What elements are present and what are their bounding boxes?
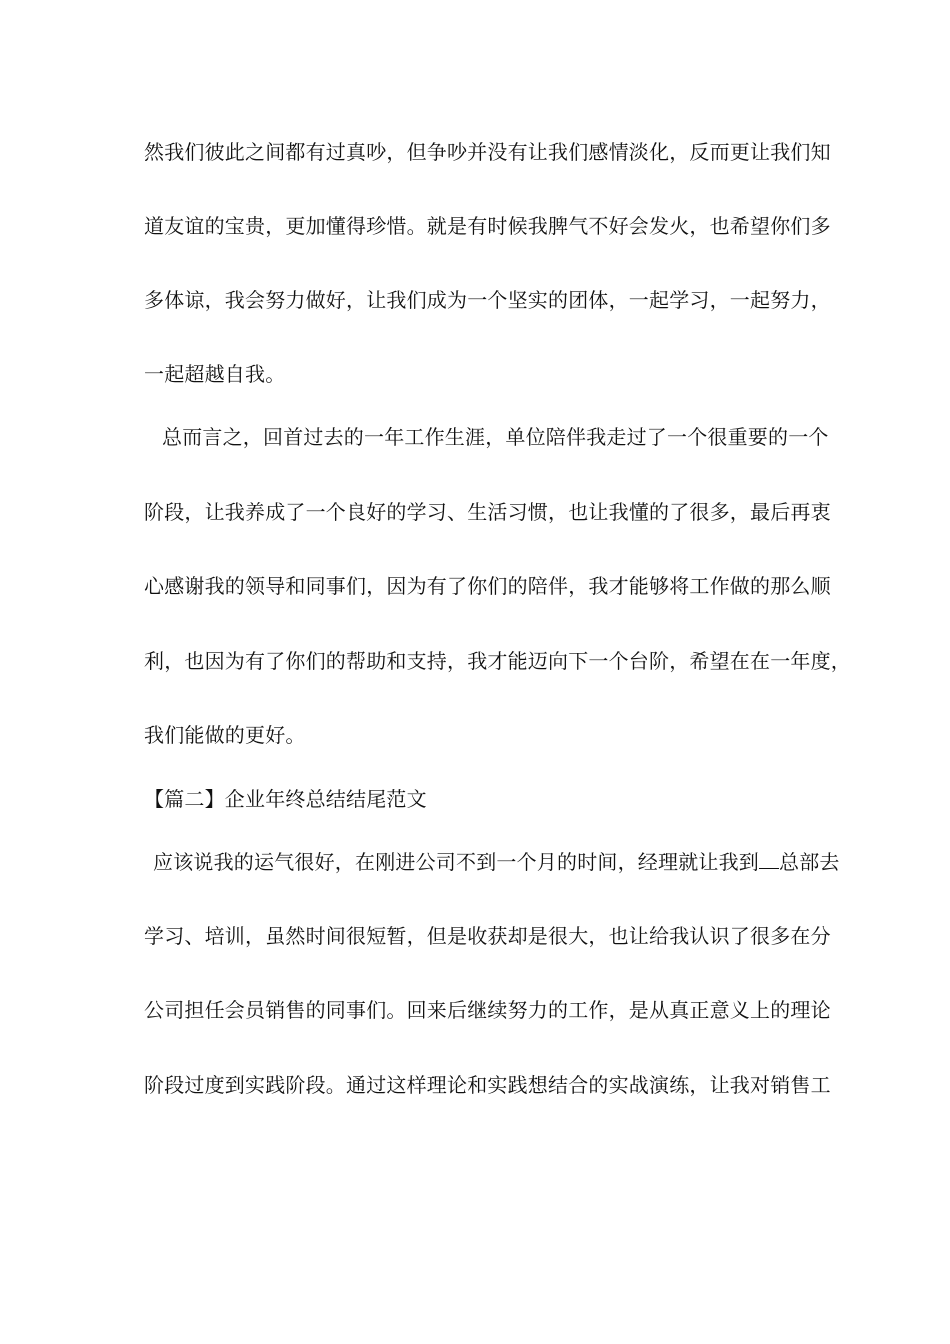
text-line-1: 然我们彼此之间都有过真吵，但争吵并没有让我们感情淡化，反而更让我们知	[144, 140, 831, 164]
text-line-10	[153, 848, 840, 876]
text-line-10-part-a: 应该说我的运气很好，在刚进公司不到一个月的时间，经理就让我到	[153, 850, 759, 874]
text-line-12: 公司担任会员销售的同事们。回来后继续努力的工作，是从真正意义上的理论	[144, 998, 831, 1022]
text-line-10-part-b: 总部去	[779, 850, 840, 874]
text-line-9: 我们能做的更好。	[144, 723, 306, 747]
text-line-11: 学习、培训，虽然时间很短暂，但是收获却是很大，也让给我认识了很多在分	[144, 924, 831, 948]
text-line-5: 总而言之，回首过去的一年工作生涯，单位陪伴我走过了一个很重要的一个	[162, 425, 829, 449]
section-heading: 【篇二】企业年终总结结尾范文	[144, 787, 427, 811]
text-line-4: 一起超越自我。	[144, 362, 286, 386]
text-line-2: 道友谊的宝贵，更加懂得珍惜。就是有时候我脾气不好会发火，也希望你们多	[144, 214, 831, 238]
text-line-6: 阶段，让我养成了一个良好的学习、生活习惯，也让我懂的了很多，最后再衷	[144, 500, 831, 524]
text-line-13: 阶段过度到实践阶段。通过这样理论和实践想结合的实战演练，让我对销售工	[144, 1073, 831, 1097]
text-line-3: 多体谅，我会努力做好，让我们成为一个坚实的团体，一起学习，一起努力，	[144, 288, 831, 312]
blank-underline	[759, 850, 779, 869]
text-line-8: 利，也因为有了你们的帮助和支持，我才能迈向下一个台阶，希望在在一年度，	[144, 649, 851, 673]
text-line-7: 心感谢我的领导和同事们，因为有了你们的陪伴，我才能够将工作做的那么顺	[144, 574, 831, 598]
